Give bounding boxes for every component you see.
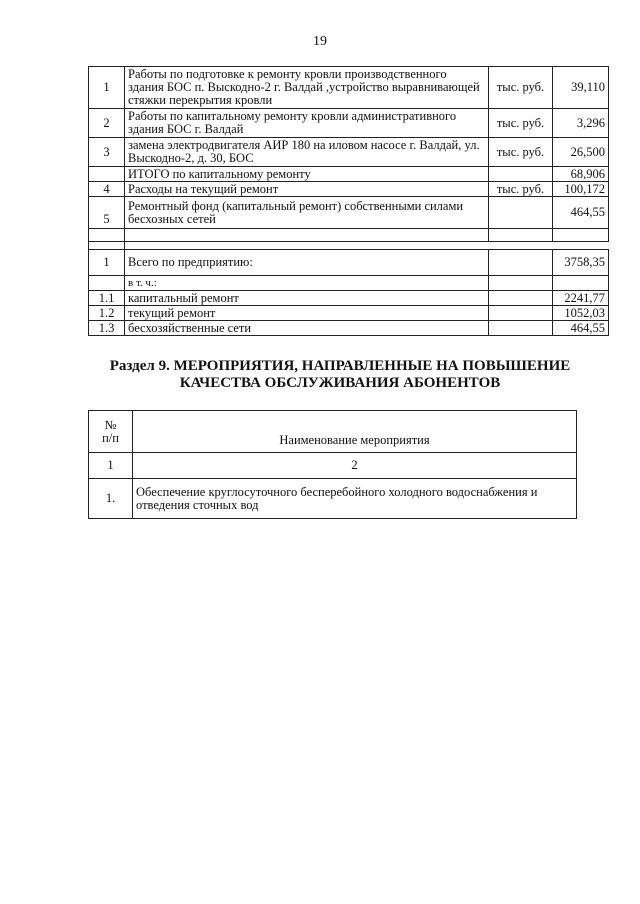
work-name: ИТОГО по капитальному ремонту [125, 167, 489, 182]
unit: тыс. руб. [489, 67, 553, 109]
empty-row [89, 229, 609, 242]
row-number: 3 [89, 138, 125, 167]
table-row [89, 67, 609, 109]
summary-row [89, 321, 609, 336]
header-num [89, 411, 133, 453]
row-number: 5 [89, 197, 125, 229]
value: 100,172 [553, 182, 609, 197]
table-row [89, 197, 609, 229]
summary-name: капитальный ремонт [125, 291, 489, 306]
row-number: 4 [89, 182, 125, 197]
work-name: замена электродвигателя АИР 180 на иловом насосе г. Валдай, ул. Выскодно-2, д. 30, БОС [125, 138, 489, 167]
value: 26,500 [553, 138, 609, 167]
summary-name: текущий ремонт [125, 306, 489, 321]
measure-name: Обеспечение круглосуточного бесперебойного холодного водоснабжения и отведения сточных вод [133, 479, 577, 519]
summary-value: 1052,03 [553, 306, 609, 321]
unit [489, 167, 553, 182]
row-number: 1 [89, 250, 125, 276]
header-name: Наименование мероприятия [133, 411, 577, 453]
index-col-1: 1 [89, 453, 133, 479]
value: 68,906 [553, 167, 609, 182]
summary-name: в т. ч.: [125, 276, 489, 291]
repair-expenses-table [88, 66, 609, 336]
summary-name: Всего по предприятию: [125, 250, 489, 276]
row-number: 1.3 [89, 321, 125, 336]
value: 3,296 [553, 109, 609, 138]
index-col-2: 2 [133, 453, 577, 479]
value: 39,110 [553, 67, 609, 109]
work-name: Работы по капитальному ремонту кровли административного здания БОС г. Валдай [125, 109, 489, 138]
summary-name: бесхозяйственные сети [125, 321, 489, 336]
empty-row [89, 242, 609, 250]
unit: тыс. руб. [489, 138, 553, 167]
header-num-line-2: п/п [102, 430, 119, 445]
unit: тыс. руб. [489, 182, 553, 197]
measures-table [88, 410, 577, 519]
value: 464,55 [553, 197, 609, 229]
index-row [89, 453, 577, 479]
row-number: 2 [89, 109, 125, 138]
section-title-line-1: Раздел 9. МЕРОПРИЯТИЯ, НАПРАВЛЕННЫЕ НА ПОВЫШЕНИЕ [109, 358, 571, 374]
summary-row [89, 291, 609, 306]
summary-value: 3758,35 [553, 250, 609, 276]
summary-value: 464,55 [553, 321, 609, 336]
summary-row [89, 306, 609, 321]
summary-value [553, 276, 609, 291]
unit: тыс. руб. [489, 109, 553, 138]
unit [489, 197, 553, 229]
row-number: 1.1 [89, 291, 125, 306]
work-name: Расходы на текущий ремонт [125, 182, 489, 197]
row-number [89, 276, 125, 291]
summary-value: 2241,77 [553, 291, 609, 306]
row-number [89, 167, 125, 182]
summary-row [89, 276, 609, 291]
table-row [89, 182, 609, 197]
row-number: 1.2 [89, 306, 125, 321]
header-row [89, 411, 577, 453]
section-title [0, 358, 640, 392]
table-row [89, 109, 609, 138]
section-title-line-2: КАЧЕСТВА ОБСЛУЖИВАНИЯ АБОНЕНТОВ [179, 375, 501, 391]
row-number: 1 [89, 67, 125, 109]
work-name: Работы по подготовке к ремонту кровли производственного здания БОС п. Выскодно-2 г. Валдай ,устройство выравнивающей стяжки перекрытия кровли [125, 67, 489, 109]
table-row [89, 167, 609, 182]
row-number: 1. [89, 479, 133, 519]
summary-row [89, 250, 609, 276]
page-number: 19 [313, 34, 327, 49]
work-name: Ремонтный фонд (капитальный ремонт) собственными силами бесхозных сетей [125, 197, 489, 229]
table-row [89, 479, 577, 519]
header-num-line-1: № [104, 417, 117, 432]
table-row [89, 138, 609, 167]
